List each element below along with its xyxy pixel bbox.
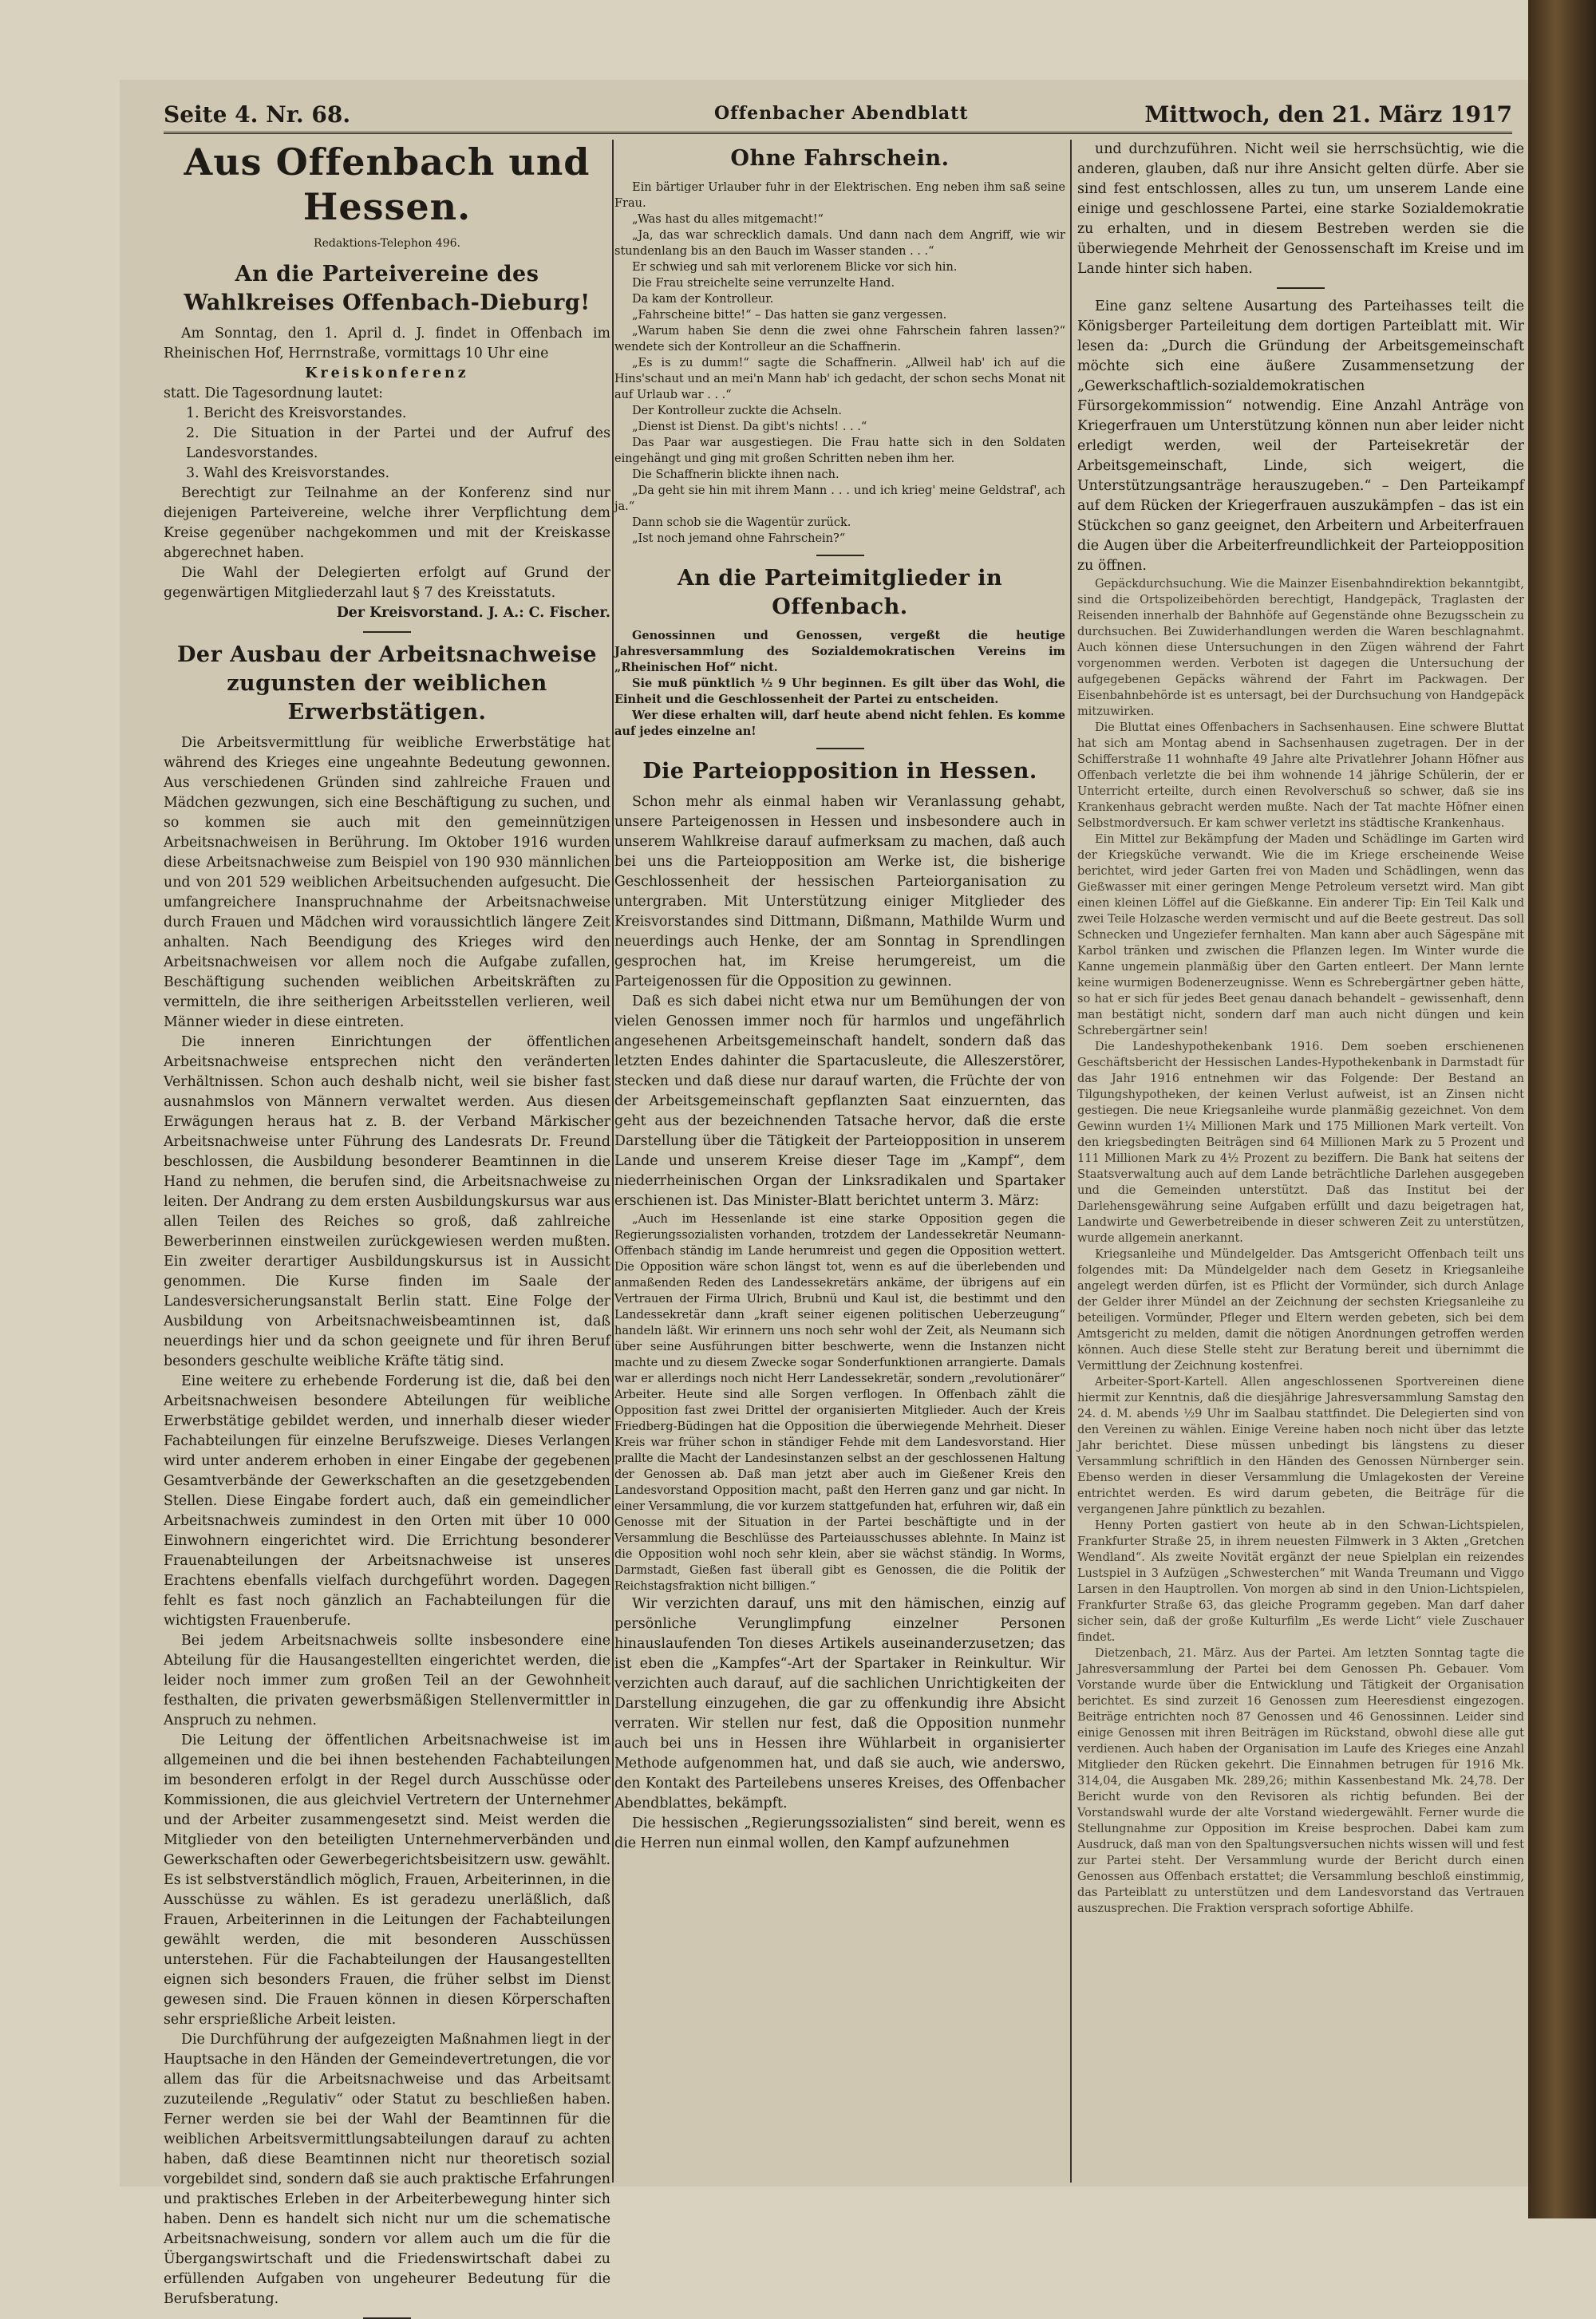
article-signature: Der Kreisvorstand. J. A.: C. Fischer. — [336, 605, 610, 621]
editorial-telephone: Redaktions-Telephon 496. — [314, 237, 460, 250]
article-paragraph: Die Wahl der Delegierten erfolgt auf Grund der gegenwärtigen Mitgliederzahl laut § 7 des Kreisstatuts. — [164, 565, 610, 601]
agenda-list — [164, 404, 610, 484]
newspaper-name: Offenbacher Abendblatt — [714, 103, 969, 124]
story-line: Er schwieg und sah mit verlorenem Blicke vor sich hin. — [632, 261, 958, 274]
article-quote: „Auch im Hessenlande ist eine starke Opposition gegen die Regierungssozialisten vorhanden, trotzdem der Landessekretär Neumann-Offenbach ständig im Lande herumreist und gegen die Opposition wettert. Die Opposition wäre schon längst tot, wenn es auf die überlebenden und anmaßenden Reden des Landessekretärs ankäme, der übrigens auf ein Vertrauen der Firma Ulrich, Brubnü und Kaul ist, die bestimmt und den Landessekretär dann „kraft seiner eigenen politischen Ueberzeugung“ handeln läßt. Wir erinnern uns noch sehr wohl der Zeit, als Neumann sich über seine Ausführungen bitter beschwerte, wenn die Instanzen nicht machte und zu diesem Zwecke sogar Sonderfunktionen arrangierte. Damals war er allerdings noch nicht Herr Landessekretär, sondern „revolutionärer“ Arbeiter. Heute sind alle Sorgen verflogen. In Offenbach zählt die Opposition fast zwei Drittel der organisierten Mitglieder. Auch der Kreis Friedberg-Büdingen hat die Opposition die überwiegende Mehrheit. Dieser Kreis war früher schon in ständiger Fehde mit dem Landesvorstand. Hier prallte die Macht der Landesinstanzen selbst an der geschlossenen Haltung der Genossen ab. Daß man jetzt aber auch im Gießener Kreis den Landesvorstand Opposition macht, paßt den Herren ganz und gar nicht. In einer Versammlung, die vor kurzem stattgefunden hat, erfuhren wir, daß ein Genosse mit der Situation in der Partei beschäftigte und in der Versammlung die Beschlüsse des Parteiausschusses ablehnte. In Mainz ist die Opposition wohl noch sehr klein, aber sie wächst ständig. In Worms, Darmstadt, Gießen fast überall gibt es Genossen, die die Politik der Reichstagsfraktion nicht billigen.“ — [614, 1213, 1065, 1593]
column-rule — [612, 140, 614, 2183]
column-3 — [1077, 140, 1524, 2195]
article-headline: Die Parteiopposition in Hessen. — [642, 759, 1037, 784]
story-line: „Warum haben Sie denn die zwei ohne Fahrschein fahren lassen?“ wendete sich der Kontrolleur an die Schaffnerin. — [614, 325, 1065, 354]
story-line: „Dienst ist Dienst. Da gibt's nichts! . . .“ — [632, 421, 867, 433]
divider — [363, 631, 411, 633]
list-item: 2. Die Situation in der Partei und der Aufruf des Landesvorstandes. — [186, 425, 610, 461]
story-line: „Fahrscheine bitte!“ – Das hatten sie ganz vergessen. — [632, 309, 947, 322]
list-item: 1. Bericht des Kreisvorstandes. — [186, 405, 407, 421]
story-line: Die Schaffnerin blickte ihnen nach. — [632, 468, 839, 481]
article-paragraph: und durchzuführen. Nicht weil sie herrschsüchtig, wie die anderen, glauben, daß nur ihre Ansicht gelten dürfe. Aber sie sind fest entschlossen, alles zu tun, um unserem Lande eine einige und geschlossene Partei, eine starke Sozialdemokratie zu erhalten, und in diesem Bestreben werden sie die überwiegende Mehrheit der Genossenschaft im Kreise und im Lande hinter sich haben. — [1077, 141, 1524, 277]
article-paragraph: Die Durchführung der aufgezeigten Maßnahmen liegt in der Hauptsache in den Händen der Gemeindevertretungen, die vor allem das für die Arbeitsnachweise und das Arbeitsamt zuzuteilende „Regulativ“ oder Statut zu beschließen haben. Ferner werden sie bei der Wahl der Beamtinnen für die weiblichen Arbeitsvermittlungsabteilungen darauf zu achten haben, daß diese Beamtinnen nicht nur theoretisch sozial vorgebildet sind, sondern daß sie auch praktische Erfahrungen und praktisches Erleben in der Arbeiterbewegung hinter sich haben. Denn es handelt sich nicht nur um die schematische Arbeitsnachweisung, sondern vor allem auch um die für die Übergangswirtschaft und die Friedenswirtschaft dabei zu erfüllenden Aufgaben von ungeheurer Bedeutung für die Berufsberatung. — [164, 2032, 610, 2307]
news-item: Arbeiter-Sport-Kartell. Allen angeschlossenen Sportvereinen diene hiermit zur Kenntnis, daß die diesjährige Jahresversammlung Samstag den 24. d. M. abends ½9 Uhr im Saalbau stattfindet. Die Delegierten sind von den Vereinen zu wählen. Einige Vereine haben noch nicht über das letzte Jahr berichtet. Diese müssen unbedingt bis längstens zu dieser Versammlung schriftlich in den Händen des Genossen Nürnberger sein. Ebenso werden in dieser Versammlung die Umlagekosten der Vereine entrichtet werden. Es wird darum gebeten, die Beiträge für die vergangenen Jahre pünktlich zu bezahlen. — [1077, 1376, 1524, 1516]
story-line: Der Kontrolleur zuckte die Achseln. — [632, 405, 843, 417]
story-line: Das Paar war ausgestiegen. Die Frau hatte sich in den Soldaten eingehängt und ging mit großen Schritten neben ihm her. — [614, 437, 1065, 465]
article-paragraph: Eine weitere zu erhebende Forderung ist die, daß bei den Arbeitsnachweisen besondere Abteilungen für weibliche Erwerbstätige gebildet werden, und innerhalb dieser wieder Fachabteilungen für einzelne Berufszweige. Dieses Verlangen wird unter anderem erhoben in einer Eingabe der gegebenen Gesamtverbände der Gewerkschaften an die gesetzgebenden Stellen. Diese Eingabe fordert auch, daß ein gemeindlicher Arbeitsnachweis zumindest in den Orten mit über 10 000 Einwohnern eingerichtet wird. Die Errichtung besonderer Frauenabteilungen der Arbeitsnachweise ist unseres Erachtens ebenfalls vielfach durchgeführt worden. Dagegen fehlt es fast noch gänzlich an Fachabteilungen für die wichtigsten Frauenberufe. — [164, 1373, 610, 1629]
news-item: Die Landeshypothekenbank 1916. Dem soeben erschienenen Geschäftsbericht der Hessischen Landes-Hypothekenbank in Darmstadt für das Jahr 1916 entnehmen wir das Folgende: Der Bestand an Tilgungshypotheken, der keinen Verlust aufweist, ist an Zinsen nicht gestiegen. Die neue Kriegsanleihe wurde planmäßig gezeichnet. Von dem Gewinn wurden 1¼ Millionen Mark und 175 Millionen Mark verteilt. Von den kriegsbedingten Beiträgen sind 64 Millionen Mark zu 5 Prozent und 111 Millionen Mark zu 4½ Prozent zu beziffern. Die Bank hat seitens der Staatsverwaltung auch auf dem Lande beträchtliche Darlehen ausgegeben und die Gemeinden unterstützt. Daß das Institut bei der Darlehensgewährung seine Aufgaben erfüllt und dazu beigetragen hat, Landwirte und Gewerbetreibende in dieser schweren Zeit zu unterstützen, wurde allgemein anerkannt. — [1077, 1041, 1524, 1245]
story-line: „Da geht sie hin mit ihrem Mann . . . und ich krieg' meine Geldstraf', ach ja.“ — [614, 484, 1065, 513]
article-paragraph: Wer diese erhalten will, darf heute abend nicht fehlen. Es komme auf jedes einzelne an! — [614, 709, 1065, 738]
article-paragraph: Berechtigt zur Teilnahme an der Konferenz sind nur diejenigen Parteivereine, welche ihrer Verpflichtung dem Kreise gegenüber nachgekommen und mit der Kreiskasse abgerechnet haben. — [164, 485, 610, 561]
article-paragraph: Die inneren Einrichtungen der öffentlichen Arbeitsnachweise entsprechen nicht den veränderten Verhältnissen. Schon auch deshalb nicht, weil sie bisher fast ausnahmslos von Männern verwaltet werden. Aus diesen Erwägungen heraus hat z. B. der Verband Märkischer Arbeitsnachweise unter Führung des Landesrats Dr. Freund beschlossen, die Ausbildung besonderer Beamtinnen in die Hand zu nehmen, die berufen sind, die Arbeitsnachweise zu leiten. Der Andrang zu dem ersten Ausbildungskursus war aus allen Teilen des Reiches so groß, daß zahlreiche Bewerberinnen einstweilen zurückgewiesen werden mußten. Ein zweiter derartiger Ausbildungskursus ist in Aussicht genommen. Die Kurse finden im Saale der Landesversicherungsanstalt Berlin statt. Eine Folge der Ausbildung von Arbeitsnachweisbeamtinnen ist, daß neuerdings hier und da schon geeignete und für ihren Beruf besonders geschulte weibliche Kräfte tätig sind. — [164, 1034, 610, 1369]
story-line: „Ist noch jemand ohne Fahrschein?“ — [632, 532, 846, 545]
article-paragraph: Die Leitung der öffentlichen Arbeitsnachweise ist im allgemeinen und die bei ihnen bestehenden Fachabteilungen im besonderen erfolgt in der Regel durch Ausschüsse oder Kommissionen, die aus gleichviel Vertretern der Unternehmer und der Arbeiter zusammengesetzt sind. Meist werden die Mitglieder von den beteiligten Unternehmerverbänden und Gewerkschaften oder Gewerbegerichtsbeisitzern usw. gewählt. Es ist selbstverständlich möglich, Frauen, Arbeiterinnen, in die Ausschüsse zu wählen. Es ist geradezu unerläßlich, daß Frauen, Arbeiterinnen in die Leitungen der Fachabteilungen gewählt werden, die mit besonderen Ausschüssen unterstehen. Für die Fachabteilungen der Hausangestellten eignen sich besonders Frauen, die früher selbst im Dienst gewesen sind. Die Frauen können in diesen Körperschaften sehr ersprießliche Arbeit leisten. — [164, 1732, 610, 2028]
story-line: Ein bärtiger Urlauber fuhr in der Elektrischen. Eng neben ihm saß seine Frau. — [614, 181, 1065, 210]
story-line: „Was hast du alles mitgemacht!“ — [632, 213, 824, 226]
story-line: Da kam der Kontrolleur. — [632, 293, 774, 306]
article-paragraph: Die hessischen „Regierungssozialisten“ sind bereit, wenn es die Herren nun einmal wollen, den Kampf aufzunehmen — [614, 1815, 1065, 1851]
story-text — [614, 180, 1065, 547]
article-headline: Ohne Fahrschein. — [730, 146, 950, 171]
article-headline: An die Parteimitglieder in Offenbach. — [677, 566, 1003, 619]
news-item: Henny Porten gastiert von heute ab in den Schwan-Lichtspielen, Frankfurter Straße 25, in ihrem neuesten Filmwerk in 3 Akten „Gretchen Wendland“. Als zweite Novität ergänzt der neue Spielplan ein reizendes Lustspiel in 3 Aufzügen „Schwesterchen“ mit Wanda Treumann und Viggo Larsen in den Hauptrollen. Von morgen ab sind in den Union-Lichtspielen, Frankfurter Straße 63, das gleiche Programm gegeben. Man darf daher sicher sein, daß der große Kulturfilm „Es werde Licht“ viele Zuschauer findet. — [1077, 1519, 1524, 1644]
article-paragraph: Bei jedem Arbeitsnachweis sollte insbesondere eine Abteilung für die Hausangestellten eingerichtet werden, die leider noch immer zum großen Teil an der Gewohnheit festhalten, die privaten gewerbsmäßigen Stellenvermittler in Anspruch zu nehmen. — [164, 1633, 610, 1728]
list-item: 3. Wahl des Kreisvorstandes. — [186, 465, 390, 481]
news-item: Die Bluttat eines Offenbachers in Sachsenhausen. Eine schwere Bluttat hat sich am Montag abend in Sachsenhausen zugetragen. Der in der Schifferstraße 11 wohnhafte 49 Jahre alte Privatlehrer Johann Höfner aus Offenbach verletzte die bei ihm wohnende 14 jährige Schülerin, der er Unterricht erteilte, durch einen Revolverschuß so schwer, daß sie ins Krankenhaus gebracht werden mußte. Nach der Tat machte Höfner einen Selbstmordversuch. Er kam schwer verletzt ins städtische Krankenhaus. — [1077, 721, 1524, 830]
section-title: Aus Offenbach und Hessen. — [184, 140, 591, 228]
book-binding — [1528, 0, 1596, 2218]
article-paragraph: Schon mehr als einmal haben wir Veranlassung gehabt, unsere Parteigenossen in Hessen und insbesondere auch in unserem Wahlkreise darauf aufmerksam zu machen, daß auch bei uns die Parteiopposition am Werke ist, die bisherige Geschlossenheit der hessischen Parteiorganisation zu untergraben. Mit Unterstützung einiger Mitglieder des Kreisvorstandes sind Dittmann, Dißmann, Mathilde Wurm und neuerdings auch Henke, der am Sonntag in Sprendlingen gesprochen hat, im Kreise herumgereist, um die Parteigenossen für die Opposition zu gewinnen. — [614, 794, 1065, 990]
story-line: Dann schob sie die Wagentür zurück. — [632, 516, 851, 529]
article-paragraph: Wir verzichten darauf, uns mit den hämischen, einzig auf persönliche Verunglimpfung einzelner Personen hinauslaufenden Ton dieses Artikels auseinanderzusetzen; das ist eben die „Kampfes“-Art der Spartaker in Reinkultur. Wir verzichten auch darauf, auf die sachlichen Unrichtigkeiten der Darstellung einzugehen, die gar zu offenkundig ihre Absicht verraten. Wir stellen nur fest, daß die Opposition nunmehr auch bei uns in Hessen ihre Wühlarbeit in organisierter Methode aufgenommen hat, und daß sie auch, wie anderswo, den Kontakt des Parteilebens unseres Kreises, des Offenbacher Abendblattes, bekämpft. — [614, 1596, 1065, 1811]
article-paragraph: Sie muß pünktlich ½ 9 Uhr beginnen. Es gilt über das Wohl, die Einheit und die Geschlossenheit der Partei zu entscheiden. — [614, 677, 1065, 706]
page-number: Seite 4. Nr. 68. — [164, 101, 351, 128]
article-headline: An die Parteivereine des Wahlkreises Offenbach-Dieburg! — [184, 262, 591, 315]
news-item: Eine ganz seltene Ausartung des Parteihasses teilt die Königsberger Parteileitung dem dortigen Parteiblatt mit. Wir lesen da: „Durch die Gründung der Arbeitsgemeinschaft möchte sich eine äußere Zusammensetzung der „Gewerkschaftlich-sozialdemokratischen Fürsorgekommission“ notwendig. Eine Anzahl Anträge von Kriegerfrauen um Unterstützung können nun aber leider nicht erledigt werden, weil der Parteisekretär der Arbeitsgemeinschaft, Linde, sich weigert, die Unterstützungsanträge herauszugeben.“ – Den Parteikampf auf dem Rücken der Kriegerfrauen auszukämpfen – das ist ein Stückchen so ganz geeignet, den Arbeitern und Arbeiterfrauen die Augen über die Arbeiterfreundlichkeit der Parteiopposition zu öffnen. — [1077, 298, 1524, 574]
news-item: Gepäckdurchsuchung. Wie die Mainzer Eisenbahndirektion bekanntgibt, sind die Ortspolizeibehörden berechtigt, Handgepäck, Traglasten der Reisenden innerhalb der Bahnhöfe auf Gegenstände ohne Bezugsschein zu durchsuchen. Bei Zuwiderhandlungen werden die Waren beschlagnahmt. Auch können diese Untersuchungen in den Zügen während der Fahrt vorgenommen werden. Verboten ist dagegen die Untersuchung der aufgegebenen Gepäcks während der Fahrt im Packwagen. Der Eisenbahnbehörde ist es untersagt, bei der Durchsuchung von Handgepäck mitzuwirken. — [1077, 578, 1524, 718]
article-paragraph: Am Sonntag, den 1. April d. J. findet in Offenbach im Rheinischen Hof, Herrnstraße, vormittags 10 Uhr eine — [164, 326, 610, 361]
article-headline: Der Ausbau der Arbeitsnachweise zugunsten der weiblichen Erwerbstätigen. — [177, 642, 597, 725]
story-line: Die Frau streichelte seine verrunzelte Hand. — [632, 277, 895, 290]
story-line: „Ja, das war schrecklich damals. Und dann nach dem Angriff, wie wir stundenlang bis an den Bauch im Wasser standen . . .“ — [614, 229, 1065, 258]
story-line: „Es is zu dumm!“ sagte die Schaffnerin. „Allweil hab' ich auf die Hins'schaut und an mei'n Mann hab' ich gedacht, der schon sechs Monat nit auf Urlaub war . . .“ — [614, 357, 1065, 401]
column-2 — [614, 140, 1065, 2195]
article-paragraph: Genossinnen und Genossen, vergeßt die heutige Jahresversammlung des Sozialdemokratischen Vereins im „Rheinischen Hof“ nicht. — [614, 629, 1065, 674]
article-paragraph: statt. Die Tagesordnung lautet: — [164, 385, 384, 401]
news-item: Dietzenbach, 21. März. Aus der Partei. Am letzten Sonntag tagte die Jahresversammlung der Partei bei dem Genossen Ph. Gebauer. Vom Vorstande wurde über die Entwicklung und Tätigkeit der Organisation berichtet. Es sind zurzeit 16 Genossen zum Heeresdienst eingezogen. Beiträge entrichten noch 87 Genossen und 46 Genossinnen. Leider sind einige Genossen mit ihren Beiträgen im Rückstand, obwohl diese alle gut verdienen. Auch haben der Organisation im Laufe des Krieges eine Anzahl Mitglieder den Rücken gekehrt. Die Einnahmen betrugen für 1916 Mk. 314,04, die Ausgaben Mk. 289,26; mithin Kassenbestand Mk. 24,78. Der Bericht wurde von den Revisoren als richtig befunden. Bei der Vorstandswahl wurde der alte Vorstand wiedergewählt. Ferner wurde die Stellungnahme zur Opposition im Kreise besprochen. Dabei kam zum Ausdruck, daß man von den Spaltungsversuchen nichts wissen will und fest zur Partei steht. Der Versammlung wurde der Bericht durch einen Genossen aus Offenbach erstattet; die Versammlung beschloß einstimmig, das Parteiblatt zu unterstützen und dem Landesvorstand das Vertrauen auszusprechen. Die Fraktion versprach sofortige Abhilfe. — [1077, 1647, 1524, 1915]
article-paragraph: Die Arbeitsvermittlung für weibliche Erwerbstätige hat während des Krieges eine ungeahnte Bedeutung gewonnen. Aus verschiedenen Gründen sind zahlreiche Frauen und Mädchen gezwungen, sich eine Beschäftigung zu suchen, und so kommen sie auch mit den gemeinnützigen Arbeitsnachweisen in Berührung. Im Oktober 1916 wurden diese Arbeitsnachweise zum Beispiel von 190 930 männlichen und von 201 529 weiblichen Arbeitsuchenden aufgesucht. Die umfangreichere Inanspruchnahme der Arbeitsnachweise durch Frauen und Mädchen wird voraussichtlich längere Zeit anhalten. Nach Beendigung des Krieges wird den Arbeitsnachweisen vor allem noch die Aufgabe zufallen, Beschäftigung suchenden weiblichen Arbeitskräften zu vermitteln, die ihre seitherigen Arbeitsstellen verlieren, weil Männer wieder in diese eintreten. — [164, 735, 610, 1030]
page-header — [164, 100, 1512, 134]
news-item: Ein Mittel zur Bekämpfung der Maden und Schädlinge im Garten wird der Kriegsküche verwandt. Wie die im Kriege erscheinende Weise berichtet, wird jeder Garten frei von Maden und Schädlingen, wenn das Gießwasser mit einer geringen Menge Petroleum versetzt wird. Man gibt einen kleinen Löffel auf die Gießkanne. Ein anderer Tip: Ein Teil Kalk und zwei Teile Holzasche werden vermischt und auf die Beete gestreut. Das soll Schnecken und Ungeziefer fernhalten. Man kann aber auch Sägespäne mit Karbol tränken und zwischen die Pflanzen legen. Im Winter wurde die Kanne ungemein planmäßig über den Garten entleert. Der Mann lernte keine wurmigen Bodenerzeugnisse. Wenn es Schrebergärtner geben hätte, so hat er sich für jedes Beet genau danach behandelt – gewissenhaft, denn man bestätigt nicht, sondern darf man auch nicht düngen und kein Schrebergärtner sein! — [1077, 833, 1524, 1037]
column-1 — [164, 140, 610, 2307]
divider — [816, 748, 864, 749]
news-item: Kriegsanleihe und Mündelgelder. Das Amtsgericht Offenbach teilt uns folgendes mit: Da Mündelgelder nach dem Gesetz in Kriegsanleihe angelegt werden dürfen, ist es Pflicht der Vormünder, sich durch Anlage der Gelder ihrer Mündel an der Zeichnung der sechsten Kriegsanleihe zu beteiligen. Vormünder, Pfleger und Eltern werden gebeten, sich bei dem Amtsgericht zu melden, damit die nötigen Anordnungen getroffen werden können. Auch diese Stelle steht zur Beratung bereit und übernimmt die Vermittlung der Zeichnung kostenfrei. — [1077, 1248, 1524, 1373]
divider — [1277, 287, 1325, 289]
divider — [816, 555, 864, 556]
column-rule — [1070, 140, 1072, 2183]
article-paragraph: Daß es sich dabei nicht etwa nur um Bemühungen der von vielen Genossen immer noch für harmlos und ungefährlich angesehenen Arbeitsgemeinschaft handelt, sondern daß das letzten Endes dahinter die Spartacusleute, die Alleszerstörer, stecken und daß diese nur darauf warten, die Früchte der von der Arbeitsgemeinschaft gepflanzten Saat einzuernten, das geht aus der bezeichnenden Tatsache hervor, daß die erste Darstellung über die Tätigkeit der Parteiopposition in unserem Lande und unserem Kreise dieser Tage im „Kampf“, dem niederrheinischen Organ der Linksradikalen und Spartaker erschienen ist. Das Minister-Blatt berichtet unterm 3. März: — [614, 994, 1065, 1209]
article-paragraph: Kreiskonferenz — [305, 365, 469, 381]
issue-date: Mittwoch, den 21. März 1917 — [1144, 101, 1512, 128]
